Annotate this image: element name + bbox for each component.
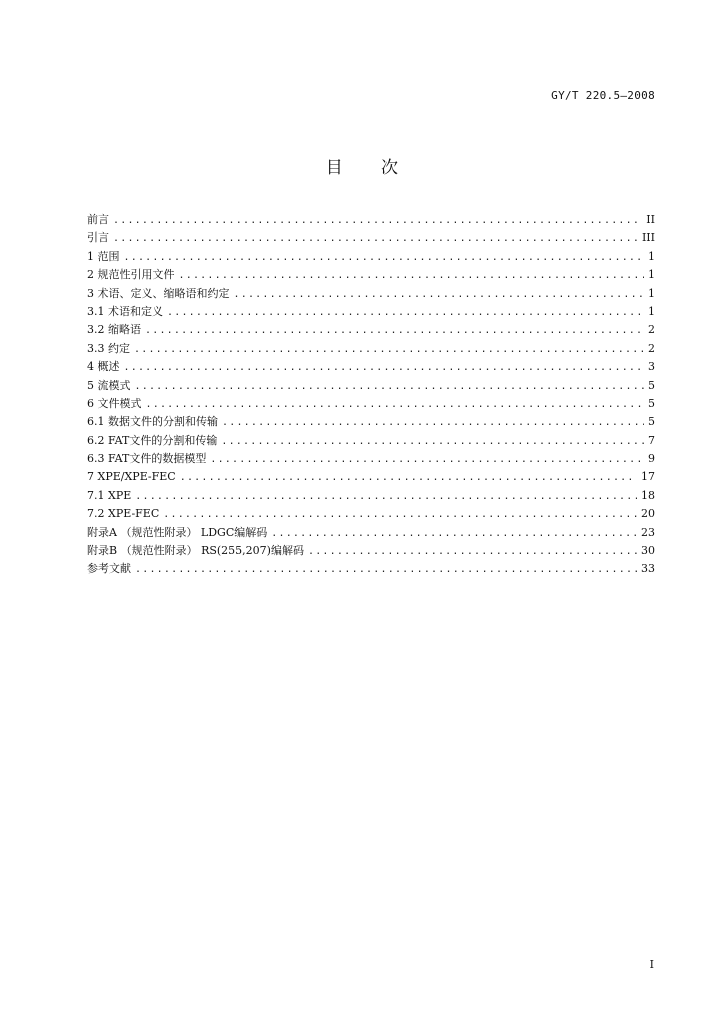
toc-entry[interactable]: [87, 211, 655, 229]
toc-entry-label: 3.2 缩略语: [87, 323, 141, 337]
toc-entry-page: 1: [648, 304, 655, 318]
toc-leader-dots: [180, 469, 637, 486]
toc-entry[interactable]: [87, 432, 655, 450]
toc-entry-label: 引言: [87, 231, 109, 245]
toc-entry[interactable]: [87, 450, 655, 468]
toc-entry-label: 7 XPE/XPE-FEC: [87, 470, 176, 484]
toc-entry-page: 2: [648, 323, 655, 337]
toc-leader-dots: [146, 396, 645, 413]
toc-entry-page: 23: [641, 525, 655, 539]
toc-entry-label: 4 概述: [87, 360, 120, 374]
toc-entry-page: 17: [641, 470, 655, 484]
toc-leader-dots: [167, 304, 644, 321]
toc-entry-label: 前言: [87, 213, 109, 226]
toc-entry-page: 2: [648, 341, 655, 355]
toc-leader-dots: [145, 322, 644, 339]
toc-leader-dots: [222, 414, 644, 431]
toc-entry[interactable]: [87, 303, 655, 321]
toc-entry-page: 1: [648, 286, 655, 300]
toc-entry-label: 1 范围: [87, 249, 120, 263]
page-title: [0, 153, 724, 178]
toc-leader-dots: [271, 525, 637, 542]
toc-entry-label: 参考文献: [87, 562, 131, 576]
toc-entry[interactable]: [87, 266, 655, 284]
toc-leader-dots: [234, 286, 645, 303]
toc-entry[interactable]: [87, 413, 655, 431]
toc-entry-page: 1: [648, 249, 655, 263]
toc-entry-page: 3: [648, 360, 655, 374]
toc-entry-page: 7: [648, 433, 655, 447]
toc-leader-dots: [308, 543, 637, 560]
toc-leader-dots: [135, 488, 637, 505]
toc-entry[interactable]: [87, 248, 655, 266]
toc-entry[interactable]: [87, 468, 655, 486]
page-number: I: [649, 958, 654, 971]
toc-entry-label: 6.1 数据文件的分割和传输: [87, 415, 218, 429]
toc-entry-label: 6.2 FAT文件的分割和传输: [87, 433, 218, 447]
toc-leader-dots: [163, 506, 637, 523]
toc-entry[interactable]: [87, 229, 655, 247]
toc-entry[interactable]: [87, 524, 655, 542]
toc-leader-dots: [113, 230, 638, 247]
toc-entry[interactable]: [87, 560, 655, 578]
toc-entry-page: 20: [641, 507, 655, 521]
toc-entry-page: 18: [641, 488, 655, 502]
toc-entry-label: 2 规范性引用文件: [87, 268, 175, 282]
toc-leader-dots: [135, 561, 637, 578]
toc-entry[interactable]: [87, 395, 655, 413]
toc-entry-page: 33: [641, 562, 655, 576]
toc-entry-label: 附录A （规范性附录） LDGC编解码: [87, 525, 268, 539]
toc-entry-page: 5: [648, 378, 655, 392]
toc-leader-dots: [124, 359, 645, 376]
toc-entry[interactable]: [87, 321, 655, 339]
toc-leader-dots: [135, 378, 645, 395]
toc-entry-label: 6 文件模式: [87, 396, 142, 410]
toc-entry-page: 5: [648, 396, 655, 410]
toc-leader-dots: [210, 451, 644, 468]
toc-leader-dots: [113, 212, 642, 229]
toc-entry-label: 5 流模式: [87, 378, 131, 392]
toc-entry[interactable]: [87, 377, 655, 395]
toc-entry-page: II: [646, 213, 655, 226]
toc-entry[interactable]: [87, 487, 655, 505]
toc-leader-dots: [179, 267, 645, 284]
title-char-2: 次: [381, 158, 399, 178]
toc-entry-label: 6.3 FAT文件的数据模型: [87, 452, 207, 466]
toc-entry[interactable]: [87, 285, 655, 303]
toc-entry-page: 1: [648, 268, 655, 282]
toc-entry[interactable]: [87, 505, 655, 523]
toc-entry-label: 3.3 约定: [87, 341, 130, 355]
toc-entry-label: 7.1 XPE: [87, 488, 132, 502]
toc-entry-label: 3.1 术语和定义: [87, 304, 163, 318]
toc-leader-dots: [124, 249, 645, 266]
toc-leader-dots: [134, 341, 644, 358]
toc-entry-label: 3 术语、定义、缩略语和约定: [87, 286, 230, 300]
toc-entry[interactable]: [87, 340, 655, 358]
toc-entry-page: 9: [648, 452, 655, 466]
toc-entry-label: 7.2 XPE-FEC: [87, 507, 160, 521]
toc-entry-page: III: [641, 231, 655, 245]
toc-entry[interactable]: [87, 542, 655, 560]
toc-entry-label: 附录B （规范性附录） RS(255,207)编解码: [87, 544, 304, 558]
toc-entry-page: 30: [641, 544, 655, 558]
standard-number: GY/T 220.5—2008: [551, 89, 655, 102]
toc-entry[interactable]: [87, 358, 655, 376]
table-of-contents: [87, 211, 655, 579]
toc-leader-dots: [221, 433, 644, 450]
title-char-1: 目: [325, 158, 343, 178]
toc-entry-page: 5: [648, 415, 655, 429]
